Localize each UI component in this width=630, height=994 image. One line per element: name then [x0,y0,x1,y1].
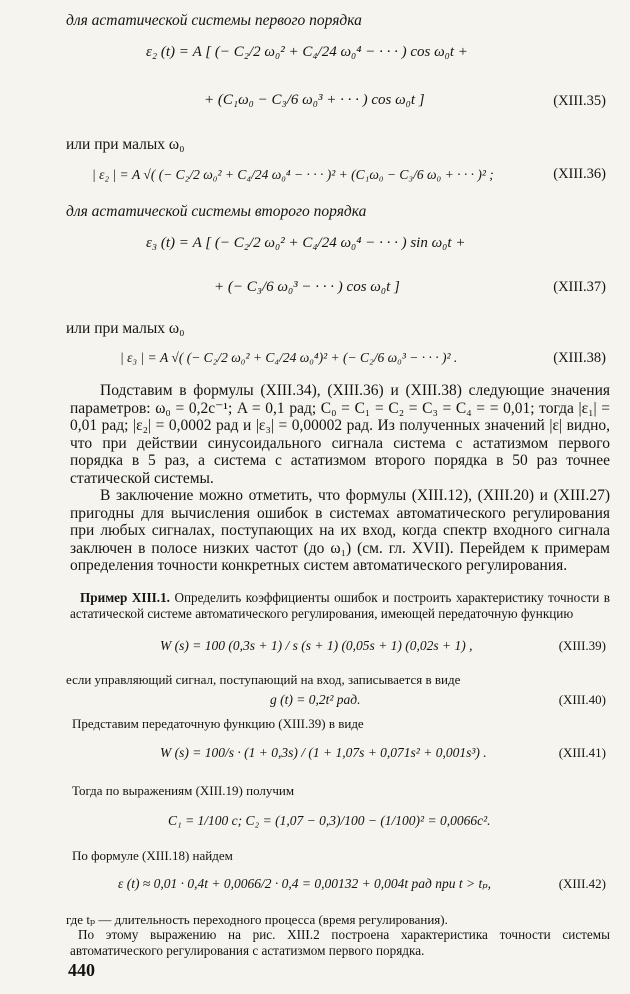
example-text: Определить коэффициенты ошибок и построить характеристику точности в астатической системе автоматического регулирования, имеющей передаточную функцию [70,590,610,621]
astatic-second-order-caption: для астатической системы второго порядка [66,203,367,220]
equation-xiii-38-label: (XIII.38) [553,350,606,366]
small-omega-caption-1: или при малых ω₀ [66,136,185,153]
equation-xiii-38: | ε₃ | = A √( (− C₂/2 ω₀² + C₄/24 ω₀⁴)² + (− C₂/6 ω₀³ − · · · )² . [120,350,458,365]
represent-caption: Представим передаточную функцию (XIII.39) в виде [72,716,364,731]
equation-xiii-37-line1: ε₃ (t) = A [ (− C₂/2 ω₀² + C₄/24 ω₀⁴ − · · · ) sin ω₀t + [146,235,466,251]
equation-xiii-40: g (t) = 0,2t² рад. [270,692,361,707]
equation-xiii-35-line1: ε₂ (t) = A [ (− C₂/2 ω₀² + C₄/24 ω₀⁴ − · · · ) cos ω₀t + [146,44,468,60]
equation-xiii-42-label: (XIII.42) [558,876,606,891]
equation-xiii-41-label: (XIII.41) [558,745,606,760]
coefficient-values: C₁ = 1/100 с; C₂ = (1,07 − 0,3)/100 − (1/100)² = 0,0066с². [168,813,491,828]
page-number: 440 [68,960,95,980]
paragraph-substitution: Подставим в формулы (XIII.34), (XIII.36) и (XIII.38) следующие значения параметров: ω₀ = 0,2с⁻¹; A = 0,1 рад; C₀ = C₁ = C₂ = C₃ = C₄ = = 0,01; тогда |ε₁| = 0,01 рад; |ε₂| = 0,0002 рад и |ε₃| = 0,00002 рад. Из полученных значений |ε| видно, что при действии синусоидального сигнала система с астатизмом первого порядка в 5 раз, а система с астатизмом второго порядка в 50 раз точнее статической системы. [70,382,610,487]
equation-xiii-35-line2: + (C₁ω₀ − C₃/6 ω₀³ + · · · ) cos ω₀t ] [204,92,425,108]
equation-xiii-39: W (s) = 100 (0,3s + 1) / s (s + 1) (0,05s + 1) (0,02s + 1) , [160,638,473,653]
equation-xiii-42: ε (t) ≈ 0,01 · 0,4t + 0,0066/2 · 0,4 = 0,00132 + 0,004t рад при t > tₚ, [118,876,492,891]
equation-xiii-37-line2: + (− C₃/6 ω₀³ − · · · ) cos ω₀t ] [214,279,400,295]
where-tp-caption: где tₚ — длительность переходного процесса (время регулирования). [66,912,448,927]
equation-xiii-37-label: (XIII.37) [553,279,606,295]
small-omega-caption-2: или при малых ω₀ [66,320,185,337]
equation-xiii-36: | ε₂ | = A √( (− C₂/2 ω₀² + C₄/24 ω₀⁴ − · · · )² + (C₁ω₀ − C₃/6 ω₀ + · · · )² ; [92,167,494,182]
paragraph-conclusion: В заключение можно отметить, что формулы (XIII.12), (XIII.20) и (XIII.27) пригодны для вычисления ошибок в системах автоматического регулирования при любых сигналах, поступающих на их вход, когда спектр входного сигнала заключен в полосе низких частот (до ω₁) (см. гл. XVII). Перейдем к примерам определения точности конкретных систем автоматического регулирования. [70,487,610,575]
equation-xiii-41: W (s) = 100/s · (1 + 0,3s) / (1 + 1,07s + 0,071s² + 0,001s³) . [160,745,487,760]
then-by-caption: Тогда по выражениям (XIII.19) получим [72,783,295,798]
equation-xiii-36-label: (XIII.36) [553,166,606,182]
control-signal-caption: если управляющий сигнал, поступающий на вход, записывается в виде [66,672,461,687]
example-paragraph [70,590,610,622]
by-formula-caption: По формуле (XIII.18) найдем [72,848,233,863]
astatic-first-order-caption: для астатической системы первого порядка [66,12,362,29]
equation-xiii-39-label: (XIII.39) [558,638,606,653]
final-paragraph: По этому выражению на рис. XIII.2 построена характеристика точности системы автоматического регулирования с астатизмом первого порядка. [70,927,610,958]
equation-xiii-35-label: (XIII.35) [553,93,606,109]
equation-xiii-40-label: (XIII.40) [558,692,606,707]
example-heading: Пример XIII.1. [80,590,170,605]
